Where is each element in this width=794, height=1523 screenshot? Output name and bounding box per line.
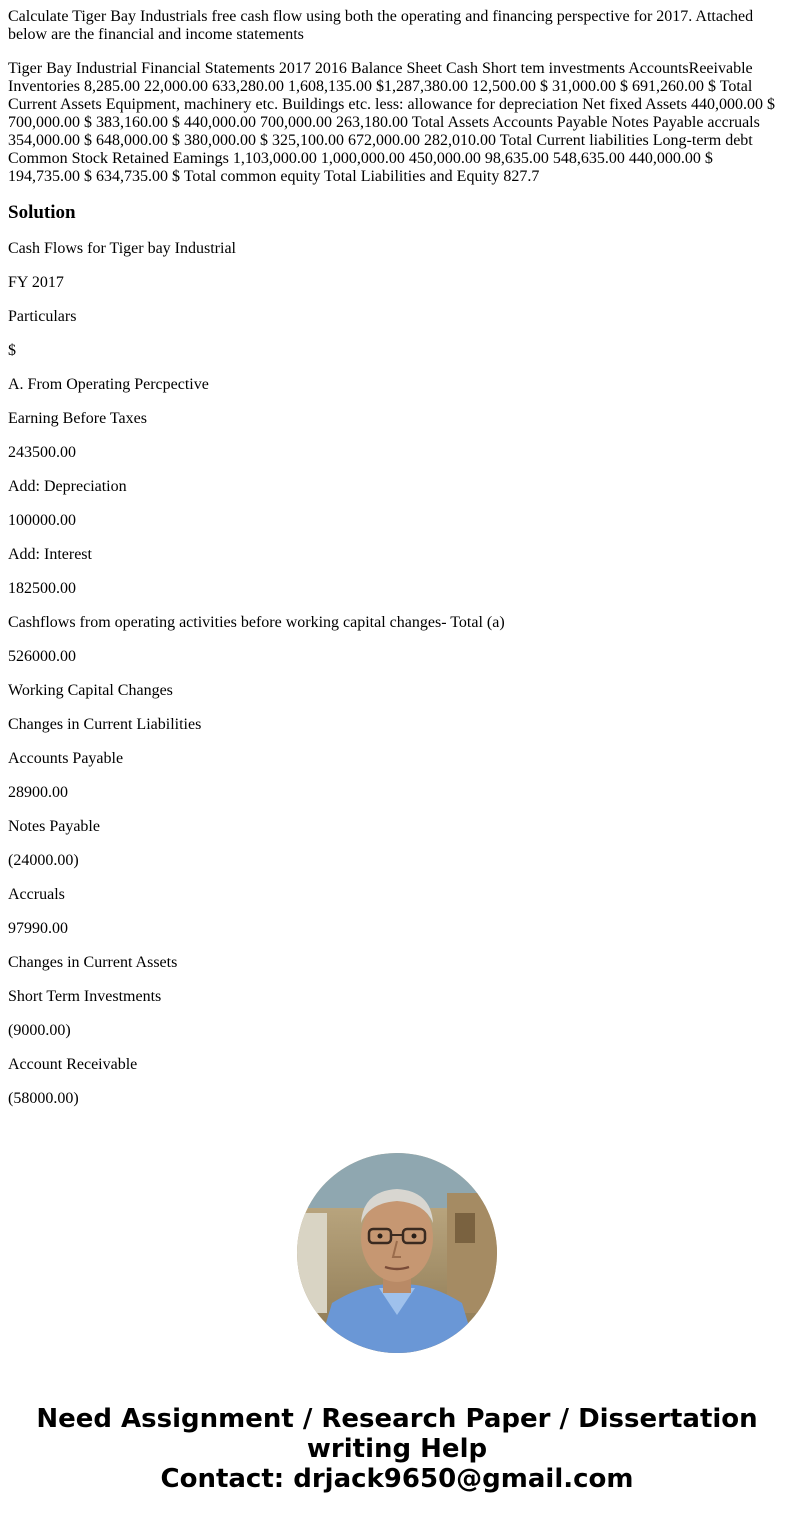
solution-line: Accounts Payable <box>8 750 124 767</box>
solution-line: $ <box>8 342 16 359</box>
solution-line: Account Receivable <box>8 1056 138 1073</box>
solution-line: Particulars <box>8 308 77 325</box>
solution-line: Short Term Investments <box>8 988 162 1005</box>
banner-line: writing Help <box>306 1434 488 1464</box>
solution-line: 526000.00 <box>8 648 76 665</box>
solution-line: Changes in Current Assets <box>8 954 178 971</box>
financial-statement-text: Tiger Bay Industrial Financial Statements 2017 2016 Balance Sheet Cash Short tem investments AccountsReeivable Inventories 8,285.00 22,000.00 633,280.00 1,608,135.00 $1,287,380.00 12,500.00 $ 31,000.00 $ 691,260.00 $ Total Current Assets Equipment, machinery etc. Buildings etc. less: allowance for depreciation Net fixed Assets 440,000.00 $ 700,000.00 $ 383,160.00 $ 440,000.00 700,000.00 263,180.00 Total Assets Accounts Payable Notes Payable accruals 354,000.00 $ 648,000.00 $ 380,000.00 $ 325,100.00 672,000.00 282,010.00 Total Current liabilities Long-term debt Common Stock Retained Eamings 1,103,000.00 1,000,000.00 450,000.00 98,635.00 548,635.00 440,000.00 $ 194,735.00 $ 634,735.00 $ Total common equity Total Liabilities and Equity 827.7 <box>8 60 775 185</box>
solution-line: A. From Operating Percpective <box>8 376 209 393</box>
banner-contact-line: Contact: drjack9650@gmail.com <box>160 1464 634 1494</box>
solution-line: Notes Payable <box>8 818 100 835</box>
contact-banner <box>0 1404 794 1494</box>
solution-line: Add: Depreciation <box>8 478 127 495</box>
solution-line: 182500.00 <box>8 580 76 597</box>
solution-line: (58000.00) <box>8 1090 79 1107</box>
solution-line: Changes in Current Liabilities <box>8 716 202 733</box>
solution-line: 28900.00 <box>8 784 68 801</box>
solution-line: 243500.00 <box>8 444 76 461</box>
solution-lines <box>8 240 784 1108</box>
question-prompt: Calculate Tiger Bay Industrials free cash flow using both the operating and financing perspective for 2017. Attached below are the financial and income statements <box>8 8 754 43</box>
solution-heading: Solution <box>8 202 76 223</box>
solution-line: Accruals <box>8 886 65 903</box>
solution-line: 97990.00 <box>8 920 68 937</box>
solution-line: (9000.00) <box>8 1022 71 1039</box>
solution-line: Working Capital Changes <box>8 682 173 699</box>
solution-line: (24000.00) <box>8 852 79 869</box>
solution-line: Add: Interest <box>8 546 92 563</box>
main-content <box>8 8 784 1124</box>
solution-line: Cash Flows for Tiger bay Industrial <box>8 240 236 257</box>
solution-line: 100000.00 <box>8 512 76 529</box>
author-avatar <box>297 1153 497 1353</box>
author-portrait-icon <box>297 1153 497 1353</box>
banner-line: Need Assignment / Research Paper / Dissertation <box>36 1404 758 1434</box>
solution-line: Cashflows from operating activities before working capital changes- Total (a) <box>8 614 505 631</box>
solution-line: FY 2017 <box>8 274 64 291</box>
solution-line: Earning Before Taxes <box>8 410 147 427</box>
